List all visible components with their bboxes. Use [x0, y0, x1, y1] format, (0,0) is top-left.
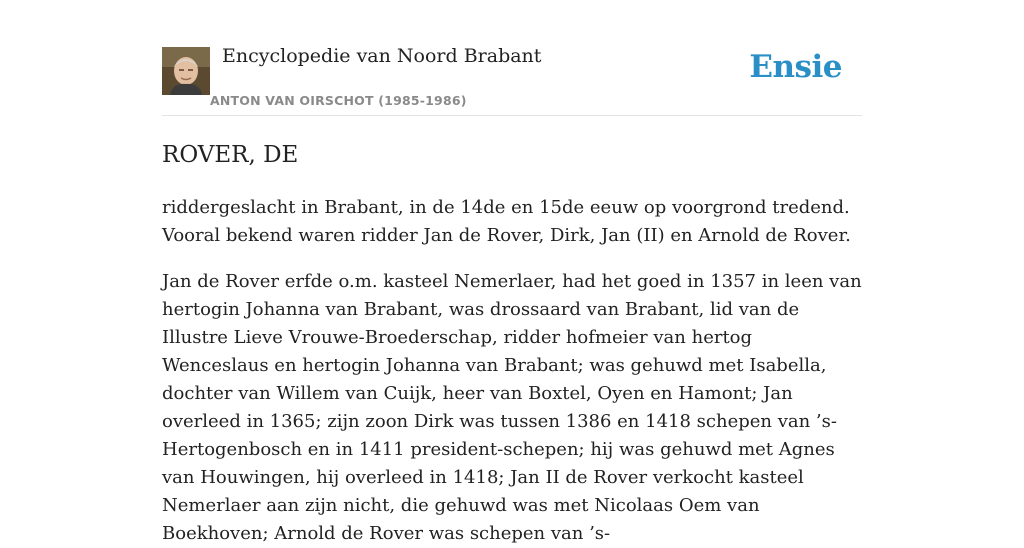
publication-title[interactable]: Encyclopedie van Noord Brabant [222, 45, 542, 67]
author-portrait-icon [162, 47, 210, 95]
publication-author[interactable]: ANTON VAN OIRSCHOT (1985-1986) [210, 93, 467, 108]
publication-header [162, 0, 862, 116]
author-avatar[interactable] [162, 47, 210, 95]
ensie-logo[interactable]: Ensie [749, 49, 842, 85]
entry-paragraph: riddergeslacht in Brabant, in de 14de en 15de eeuw op voorgrond tredend. Vooral bekend waren ridder Jan de Rover, Dirk, Jan (II) en Arnold de Rover. [162, 196, 851, 246]
entry-body [162, 194, 862, 548]
entry-title: ROVER, DE [162, 142, 299, 168]
article [162, 0, 862, 548]
entry-paragraph: Jan de Rover erfde o.m. kasteel Nemerlaer, had het goed in 1357 in leen van hertogin Johanna van Brabant, was drossaard van Brabant, lid van de Illustre Lieve Vrouwe-Broederschap, ridder hofmeier van hertog Wenceslaus en hertogin Johanna van Brabant; was gehuwd met Isabella, dochter van Willem van Cuijk, heer van Boxtel, Oyen en Hamont; Jan overleed in 1365; zijn zoon Dirk was tussen 1386 en 1418 schepen van ’s-Hertogenbosch en in 1411 president-schepen; hij was gehuwd met Agnes van Houwingen, hij overleed in 1418; Jan II de Rover verkocht kasteel Nemerlaer aan zijn nicht, die gehuwd was met Nicolaas Oem van Boekhoven; Arnold de Rover was schepen van ’s- [162, 270, 862, 544]
